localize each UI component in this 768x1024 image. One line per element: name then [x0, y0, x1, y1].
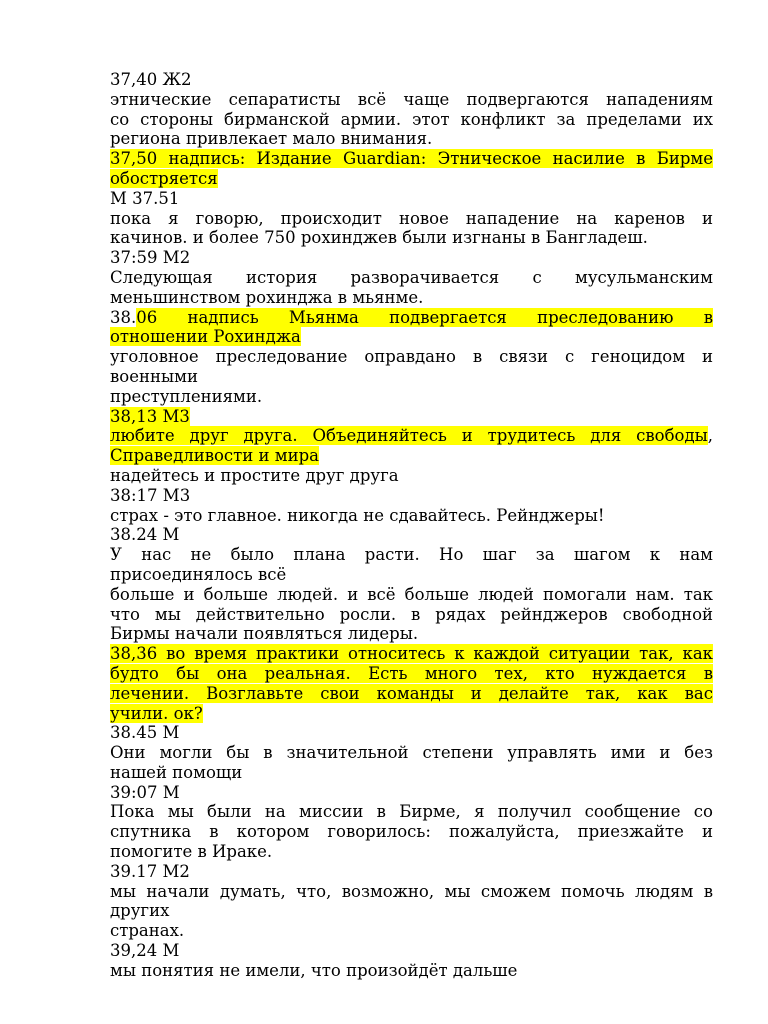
text-line: мы понятия не имели, что произойдёт дальше: [110, 960, 518, 980]
text-line: спутника в котором говорилось: пожалуйста, приезжайте и: [110, 822, 713, 842]
timestamp: 38.45 М: [110, 723, 180, 743]
text-line: больше и больше людей. и всё больше людей помогали нам. так: [110, 584, 713, 604]
highlighted-text: 38,36 во время практики относитесь к каждой ситуации так, как: [110, 644, 713, 664]
timestamp: 38.24 М: [110, 525, 180, 545]
highlighted-paragraph: [110, 704, 713, 724]
highlighted-text: будто бы она реальная. Есть много тех, кто нуждается в: [110, 663, 713, 683]
text-line: мы начали думать, что, возможно, мы сможем помочь людям в: [110, 881, 713, 901]
timestamp: 37,40 Ж2: [110, 70, 192, 89]
highlighted-text: лечении. Возглавьте свои команды и делайте так, как вас: [110, 683, 713, 703]
text-line: преступлениями.: [110, 386, 263, 406]
highlighted-caption: [110, 327, 713, 347]
text-line: странах.: [110, 921, 185, 941]
document-page: [110, 70, 713, 981]
highlighted-line: [110, 426, 713, 446]
text-line: этнические сепаратисты всё чаще подвергаются нападениям: [110, 89, 713, 109]
text-line: что мы действительно росли. в рядах рейнджеров свободной: [110, 604, 713, 624]
text-line: надейтесь и простите друг друга: [110, 465, 399, 485]
timestamp: 39:07 М: [110, 782, 180, 802]
text-line: качинов. и более 750 рохинджев были изгнаны в Бангладеш.: [110, 228, 648, 248]
highlighted-text: 38,13 М3: [110, 406, 190, 426]
text-line: нашей помощи: [110, 762, 243, 782]
text-line: помогите в Ираке.: [110, 842, 273, 862]
highlighted-timestamp: [110, 407, 713, 427]
highlighted-text: 37,50 надпись: Издание Guardian: Этническое насилие в Бирме: [110, 149, 713, 169]
caption-prefix: 38.: [110, 307, 137, 327]
timestamp: 39,24 М: [110, 941, 180, 961]
text-line: страх - это главное. никогда не сдавайтесь. Рейнджеры!: [110, 505, 605, 525]
text-line: уголовное преследование оправдано в связи с геноцидом и: [110, 347, 713, 367]
timestamp: 37:59 М2: [110, 248, 191, 268]
comma: ,: [707, 426, 713, 446]
highlighted-paragraph: [110, 644, 713, 664]
text-line: меньшинством рохинджа в мьянме.: [110, 287, 424, 307]
highlighted-text: отношении Рохинджа: [110, 327, 301, 347]
highlighted-paragraph: [110, 684, 713, 704]
timestamp: 38:17 М3: [110, 485, 191, 505]
text-line: региона привлекает мало внимания.: [110, 129, 433, 149]
highlighted-text: Справедливости и мира: [110, 446, 320, 466]
highlighted-line: [110, 446, 713, 466]
highlighted-caption: [110, 169, 713, 189]
highlighted-caption: [110, 308, 713, 328]
text-line: Следующая история разворачивается с мусульманским: [110, 267, 713, 287]
text-line: других: [110, 901, 170, 921]
highlighted-text: 06 надпись Мьянма подвергается преследованию в: [136, 307, 713, 327]
text-line: Они могли бы в значительной степени управлять ими и без: [110, 743, 713, 763]
text-line: У нас не было плана расти. Но шаг за шагом к нам: [110, 545, 713, 565]
text-line: Бирмы начали появляться лидеры.: [110, 624, 419, 644]
text-line: присоединялось всё: [110, 564, 287, 584]
text-line: со стороны бирманской армии. этот конфликт за пределами их: [110, 109, 713, 129]
highlighted-caption: [110, 149, 713, 169]
highlighted-text: обостряется: [110, 168, 218, 188]
text-line: Пока мы были на миссии в Бирме, я получил сообщение со: [110, 802, 713, 822]
timestamp: 39.17 М2: [110, 861, 190, 881]
highlighted-text: любите друг друга. Объединяйтесь и трудитесь для свободы: [110, 426, 708, 446]
timestamp: М 37.51: [110, 188, 180, 208]
highlighted-paragraph: [110, 664, 713, 684]
text-line: пока я говорю, происходит новое нападение на каренов и: [110, 208, 713, 228]
text-line: военными: [110, 366, 198, 386]
highlighted-text: учили. ок?: [110, 703, 203, 723]
